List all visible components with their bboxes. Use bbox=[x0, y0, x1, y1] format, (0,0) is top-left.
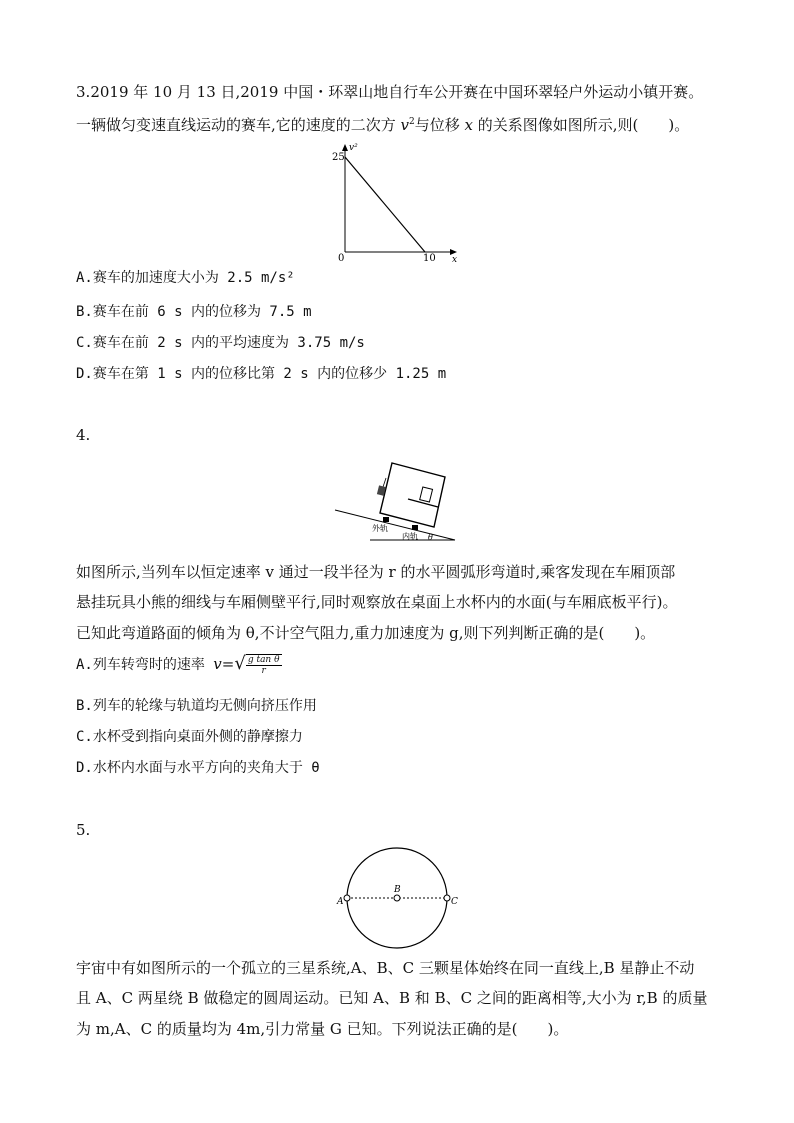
sqrt-icon: √ bbox=[234, 653, 246, 674]
q3-origin-label: 0 bbox=[338, 253, 345, 264]
q3-y-arrow bbox=[342, 144, 348, 151]
q3-var-x: x bbox=[464, 116, 474, 134]
q4-carriage bbox=[380, 463, 445, 527]
q4-option-b bbox=[76, 696, 317, 716]
q3-data-line bbox=[345, 157, 425, 252]
q5-figure bbox=[330, 843, 465, 953]
q4-fraction bbox=[246, 654, 282, 676]
q3-stem-text1: 2019 年 10 月 13 日,2019 中国・环翠山地自行车公开赛在中国环翠轻户外运动小镇开赛。 bbox=[90, 83, 704, 101]
q4-fraction-den: r bbox=[261, 666, 266, 676]
q4-wheel-inner bbox=[412, 525, 418, 530]
q3-x-axis-label: x bbox=[452, 255, 458, 265]
q3-y-axis-label: v² bbox=[349, 143, 358, 153]
q4-option-c bbox=[76, 727, 303, 747]
q5-star-a bbox=[344, 895, 350, 901]
q5-label-a: A bbox=[337, 897, 344, 907]
q3-option-c bbox=[76, 333, 365, 353]
q4-wheel-outer bbox=[383, 517, 389, 522]
q5-stem-line1: 宇宙中有如图所示的一个孤立的三星系统,A、B、C 三颗星体始终在同一直线上,B 星静止不动 bbox=[76, 959, 695, 977]
q5-star-b bbox=[394, 895, 400, 901]
q4-number: 4. bbox=[76, 426, 91, 444]
q3-option-c-label: C. bbox=[76, 335, 93, 351]
q4-string bbox=[383, 478, 386, 487]
q4-option-c-text: 水杯受到指向桌面外侧的静摩擦力 bbox=[92, 729, 303, 745]
q4-option-d bbox=[76, 758, 320, 778]
q4-stem-line3: 已知此弯道路面的倾角为 θ,不计空气阻力,重力加速度为 g,则下列判断正确的是( )。 bbox=[76, 624, 656, 642]
q4-option-d-text: 水杯内水面与水平方向的夹角大于 θ bbox=[92, 760, 320, 776]
q3-stem-line1 bbox=[76, 82, 703, 102]
q5-label-b: B bbox=[394, 885, 401, 895]
q3-stem-line2: 一辆做匀变速直线运动的赛车,它的速度的二次方 $v^2$与位移 x 的关系图像如图所示,则( )。 bbox=[76, 116, 690, 134]
q3-option-a-text: 赛车的加速度大小为 2.5 m/s² bbox=[92, 270, 295, 286]
q3-number: 3. bbox=[76, 83, 91, 101]
q4-option-b-text: 列车的轮缘与轨道均无侧向挤压作用 bbox=[92, 698, 317, 714]
q5-stem-line3: 为 m,A、C 的质量均为 4m,引力常量 G 已知。下列说法正确的是( )。 bbox=[76, 1020, 569, 1038]
q4-option-a bbox=[76, 654, 282, 676]
q4-outer-rail-label: 外轨 bbox=[372, 524, 388, 533]
q3-stem-text2b: 与位移 bbox=[414, 116, 465, 134]
q3-option-d-label: D. bbox=[76, 366, 93, 382]
q3-option-b-text: 赛车在前 6 s 内的位移为 7.5 m bbox=[92, 304, 312, 320]
q3-option-d-text: 赛车在第 1 s 内的位移比第 2 s 内的位移少 1.25 m bbox=[92, 366, 447, 382]
q5-star-c bbox=[444, 895, 450, 901]
q3-x-tick-label: 10 bbox=[423, 253, 436, 264]
q3-graph bbox=[325, 140, 465, 265]
q4-figure bbox=[330, 455, 460, 545]
q3-option-d bbox=[76, 364, 446, 384]
q4-option-d-label: D. bbox=[76, 760, 93, 776]
q3-y-tick-label: 25 bbox=[332, 152, 345, 163]
q4-fraction-num: g tan θ bbox=[247, 655, 280, 665]
q4-option-b-label: B. bbox=[76, 698, 93, 714]
q5-stem-line2: 且 A、C 两星绕 B 做稳定的圆周运动。已知 A、B 和 B、C 之间的距离相等,大小为 r,B 的质量 bbox=[76, 989, 708, 1007]
q3-stem-text2c: 的关系图像如图所示,则( )。 bbox=[473, 116, 690, 134]
q5-label-c: C bbox=[451, 897, 458, 907]
q4-option-a-v: v= bbox=[213, 655, 235, 673]
q3-option-a-label: A. bbox=[76, 270, 93, 286]
q4-option-a-prefix: A.列车转弯时的速率 bbox=[76, 657, 214, 673]
q3-option-b-label: B. bbox=[76, 304, 93, 320]
q3-option-c-text: 赛车在前 2 s 内的平均速度为 3.75 m/s bbox=[92, 335, 365, 351]
q3-var-v: v bbox=[400, 116, 410, 134]
q5-number: 5. bbox=[76, 821, 91, 839]
q4-option-c-label: C. bbox=[76, 729, 93, 745]
q3-option-b bbox=[76, 302, 312, 322]
q4-stem-line2: 悬挂玩具小熊的细线与车厢侧壁平行,同时观察放在桌面上水杯内的水面(与车厢底板平行)。 bbox=[76, 593, 678, 611]
q4-inner-rail-label: 内轨 bbox=[402, 532, 418, 541]
q4-angle-label: θ bbox=[428, 533, 433, 542]
q4-stem-line1: 如图所示,当列车以恒定速率 v 通过一段半径为 r 的水平圆弧形弯道时,乘客发现在车厢顶部 bbox=[76, 563, 676, 581]
q3-option-a bbox=[76, 268, 295, 288]
q3-stem-text2a: 一辆做匀变速直线运动的赛车,它的速度的二次方 bbox=[76, 116, 401, 134]
